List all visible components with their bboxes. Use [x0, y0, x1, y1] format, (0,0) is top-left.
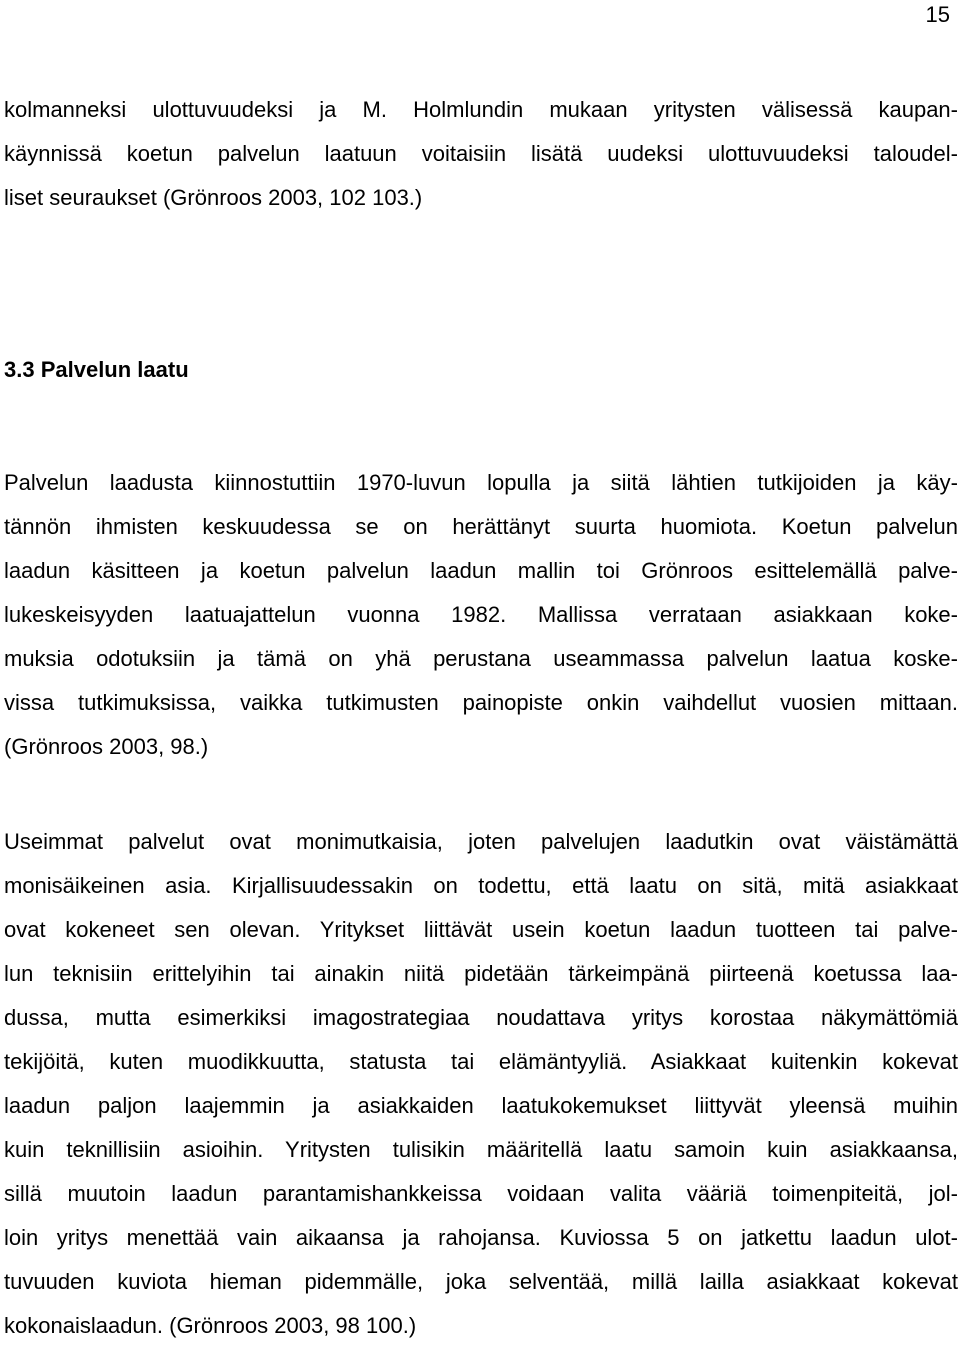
paragraph-line: kuin teknillisiin asioihin. Yritysten tulisikin määritellä laatu samoin kuin asiakkaansa,	[4, 1137, 958, 1162]
paragraph-line: kokonaislaadun. (Grönroos 2003, 98 100.)	[4, 1313, 417, 1338]
paragraph-line: monisäikeinen asia. Kirjallisuudessakin on todettu, että laatu on sitä, mitä asiakkaat	[4, 873, 958, 898]
paragraph-line: tuvuuden kuviota hieman pidemmälle, joka selventää, millä lailla asiakkaat kokevat	[4, 1269, 958, 1294]
paragraph-line: laadun käsitteen ja koetun palvelun laadun mallin toi Grönroos esittelemällä palve-	[4, 558, 958, 583]
page-number: 15	[925, 2, 950, 27]
paragraph-line: lun teknisiin erittelyihin tai ainakin niitä pidetään tärkeimpänä piirteenä koetussa laa-	[4, 961, 958, 986]
paragraph-line: Palvelun laadusta kiinnostuttiin 1970-luvun lopulla ja siitä lähtien tutkijoiden ja käy-	[4, 470, 958, 495]
paragraph-line: vissa tutkimuksissa, vaikka tutkimusten painopiste onkin vaihdellut vuosien mittaan.	[4, 690, 958, 715]
paragraph-line: tännön ihmisten keskuudessa se on herättänyt suurta huomiota. Koetun palvelun	[4, 514, 958, 539]
paragraph-line: liset seuraukset (Grönroos 2003, 102 103.)	[4, 185, 423, 210]
paragraph-line: dussa, mutta esimerkiksi imagostrategiaa noudattava yritys korostaa näkymättömiä	[4, 1005, 958, 1030]
section-heading: 3.3 Palvelun laatu	[4, 357, 189, 382]
intro-paragraph	[4, 88, 958, 220]
paragraph-line: muksia odotuksiin ja tämä on yhä perustana useammassa palvelun laatua koske-	[4, 646, 958, 671]
paragraph-1	[4, 461, 958, 769]
paragraph-line: tekijöitä, kuten muodikkuutta, statusta tai elämäntyyliä. Asiakkaat kuitenkin kokevat	[4, 1049, 958, 1074]
paragraph-line: Useimmat palvelut ovat monimutkaisia, joten palvelujen laadutkin ovat väistämättä	[4, 829, 958, 854]
document-body	[4, 88, 958, 1348]
paragraph-line: laadun paljon laajemmin ja asiakkaiden laatukokemukset liittyvät yleensä muihin	[4, 1093, 958, 1118]
spacer	[4, 769, 958, 820]
paragraph-line: sillä muutoin laadun parantamishankkeissa voidaan valita vääriä toimenpiteitä, jol-	[4, 1181, 958, 1206]
paragraph-line: käynnissä koetun palvelun laatuun voitaisiin lisätä uudeksi ulottuvuudeksi taloudel-	[4, 141, 958, 166]
paragraph-line: kolmanneksi ulottuvuudeksi ja M. Holmlundin mukaan yritysten välisessä kaupan-	[4, 97, 958, 122]
spacer	[4, 392, 958, 461]
paragraph-line: (Grönroos 2003, 98.)	[4, 734, 209, 759]
paragraph-line: loin yritys menettää vain aikaansa ja rahojansa. Kuviossa 5 on jatkettu laadun ulot-	[4, 1225, 958, 1250]
paragraph-line: ovat kokeneet sen olevan. Yritykset liittävät usein koetun laadun tuotteen tai palve-	[4, 917, 958, 942]
spacer	[4, 220, 958, 348]
paragraph-2	[4, 820, 958, 1348]
paragraph-line: lukeskeisyyden laatuajattelun vuonna 1982. Mallissa verrataan asiakkaan koke-	[4, 602, 958, 627]
